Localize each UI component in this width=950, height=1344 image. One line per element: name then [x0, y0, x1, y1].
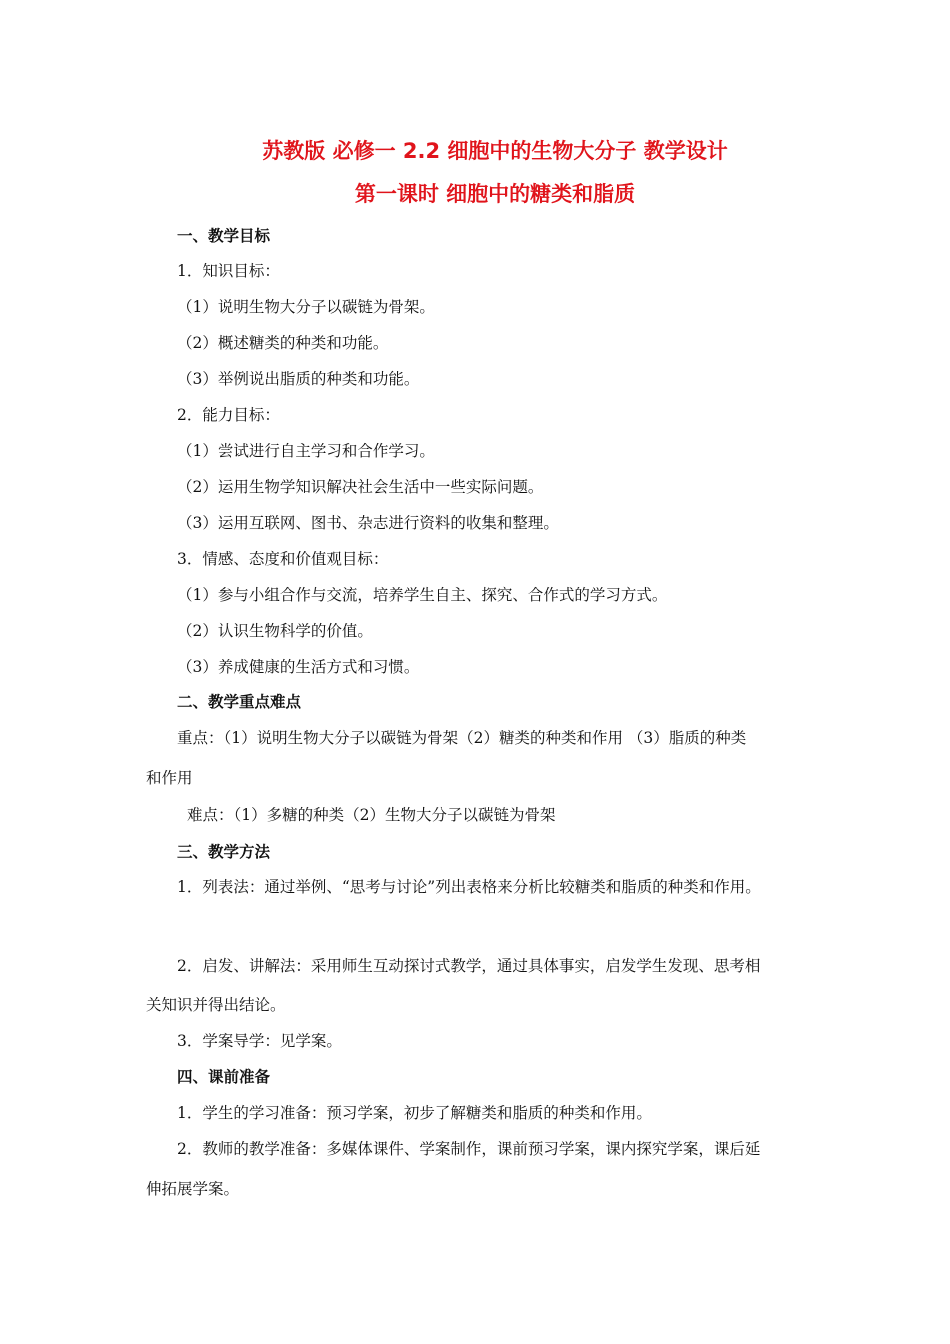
preparation-item-continued: 伸拓展学案。 — [146, 1180, 240, 1198]
emotion-goal-item: （1）参与小组合作与交流，培养学生自主、探究、合作式的学习方式。 — [177, 586, 668, 604]
ability-goal-label: 2．能力目标： — [177, 406, 280, 424]
section-heading-methods: 三、教学方法 — [177, 843, 271, 861]
key-points-text: 重点：（1）说明生物大分子以碳链为骨架（2）糖类的种类和作用 （3）脂质的种类 — [177, 729, 747, 747]
preparation-item: 2．教师的教学准备：多媒体课件、学案制作，课前预习学案，课内探究学案，课后延 — [177, 1140, 761, 1158]
knowledge-goal-item: （1）说明生物大分子以碳链为骨架。 — [177, 298, 435, 316]
knowledge-goal-item: （2）概述糖类的种类和功能。 — [177, 334, 389, 352]
section-heading-objectives: 一、教学目标 — [177, 227, 271, 245]
section-heading-preparation: 四、课前准备 — [177, 1068, 271, 1086]
ability-goal-item: （1）尝试进行自主学习和合作学习。 — [177, 442, 435, 460]
preparation-item: 1．学生的学习准备：预习学案，初步了解糖类和脂质的种类和作用。 — [177, 1104, 652, 1122]
method-item: 3．学案导学：见学案。 — [177, 1032, 342, 1050]
emotion-goal-item: （2）认识生物科学的价值。 — [177, 622, 373, 640]
knowledge-goal-item: （3）举例说出脂质的种类和功能。 — [177, 370, 420, 388]
key-points-text-continued: 和作用 — [146, 769, 193, 787]
emotion-goal-label: 3．情感、态度和价值观目标： — [177, 550, 389, 568]
knowledge-goal-label: 1．知识目标： — [177, 262, 280, 280]
method-item: 1．列表法：通过举例、“思考与讨论”列出表格来分析比较糖类和脂质的种类和作用。 — [177, 878, 761, 896]
document-title: 苏教版 必修一 2.2 细胞中的生物大分子 教学设计 — [262, 139, 728, 163]
section-heading-key-points: 二、教学重点难点 — [177, 693, 302, 711]
ability-goal-item: （2）运用生物学知识解决社会生活中一些实际问题。 — [177, 478, 544, 496]
ability-goal-item: （3）运用互联网、图书、杂志进行资料的收集和整理。 — [177, 514, 559, 532]
difficult-points-text: 难点：（1）多糖的种类（2）生物大分子以碳链为骨架 — [187, 806, 556, 824]
emotion-goal-item: （3）养成健康的生活方式和习惯。 — [177, 658, 420, 676]
document-subtitle: 第一课时 细胞中的糖类和脂质 — [354, 182, 636, 206]
method-item: 2．启发、讲解法：采用师生互动探讨式教学，通过具体事实，启发学生发现、思考相 — [177, 957, 761, 975]
method-item-continued: 关知识并得出结论。 — [146, 996, 286, 1014]
